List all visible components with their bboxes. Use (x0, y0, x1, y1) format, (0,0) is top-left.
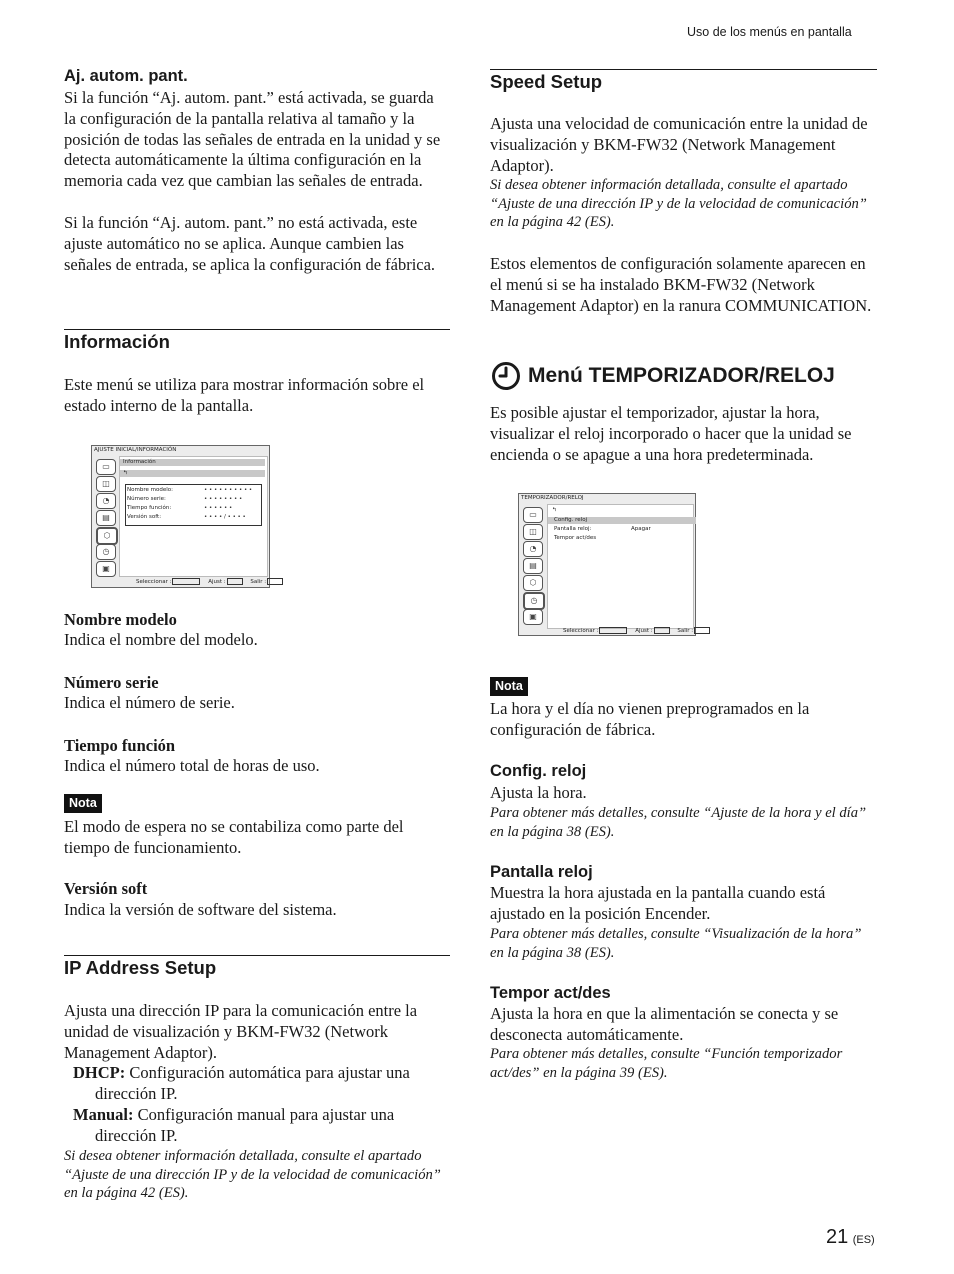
term-tempor-act-des: Tempor act/des (490, 984, 611, 1002)
menu-highlight: Información (120, 459, 265, 466)
menu-highlight: Config. reloj (548, 517, 696, 524)
term-nombre-modelo: Nombre modelo (64, 610, 177, 629)
picture-icon: ◫ (96, 476, 116, 492)
nota-text: La hora y el día no vienen preprogramados en la configuración de fábrica. (490, 699, 810, 739)
timer-row-value: Apagar (631, 526, 651, 532)
ref-tempor-act-des: Para obtener más detalles, consulte “Función temporizador act/des” en la página 39 (ES). (490, 1046, 843, 1081)
footer-exit: Salir : (677, 628, 694, 634)
timer-row-label: Tempor act/des (554, 535, 597, 541)
ref-config-reloj: Para obtener más detalles, consulte “Ajuste de la hora y el día” en la página 38 (ES). (490, 805, 867, 840)
desc-version-soft: Indica la versión de software del sistema. (64, 900, 337, 919)
footer-select: Seleccionar : (136, 579, 172, 585)
desc-pantalla-reloj: Muestra la hora ajustada en la pantalla cuando está ajustado en la posición Encender. (490, 883, 826, 923)
arrow-keys-icon (172, 578, 200, 585)
desc-config-reloj: Ajusta la hora. (490, 783, 587, 802)
dhcp-desc-cont: dirección IP. (95, 1084, 178, 1103)
term-numero-serie: Número serie (64, 673, 159, 692)
desc-tiempo-funcion: Indica el número total de horas de uso. (64, 756, 320, 775)
info-value: • • • • • • (204, 505, 233, 511)
settings-icon: ▤ (523, 558, 543, 574)
section-heading-ip: IP Address Setup (64, 957, 217, 978)
footer-adjust: Ajust : (635, 628, 653, 634)
menu-key-icon (267, 578, 283, 585)
divider (64, 955, 450, 956)
footer-exit: Salir : (250, 579, 267, 585)
settings-icon: ▤ (96, 510, 116, 526)
info-label: Número serie: (127, 496, 166, 502)
informacion-intro: Este menú se utiliza para mostrar información sobre el estado interno de la pantalla. (64, 375, 425, 415)
info-label: Nombre modelo: (127, 487, 173, 493)
menu-caption: TEMPORIZADOR/RELOJ (521, 495, 584, 501)
audio-icon: ◔ (523, 541, 543, 557)
term-pantalla-reloj: Pantalla reloj (490, 863, 593, 881)
menu-footer (136, 578, 283, 586)
enter-key-icon (227, 578, 243, 585)
info-label: Versión soft: (127, 514, 162, 520)
picture-icon: ◫ (523, 524, 543, 540)
clock-small-icon: ◷ (523, 592, 545, 610)
clock-icon (491, 361, 521, 391)
monitor-icon: ▭ (523, 507, 543, 523)
page-number-value: 21 (826, 1226, 849, 1248)
language-icon: ▣ (96, 561, 116, 577)
nota-badge: Nota (490, 677, 528, 696)
timer-intro: Es posible ajustar el temporizador, ajustar la hora, visualizar el reloj incorporado o hacer que la unidad se encienda o se apague a una hora predeterminada. (490, 403, 852, 464)
speed-p1: Ajusta una velocidad de comunicación entre la unidad de visualización y BKM-FW32 (Network Management Adaptor). (490, 114, 868, 175)
audio-icon: ◔ (96, 493, 116, 509)
footer-select: Seleccionar : (563, 628, 599, 634)
timer-menu-screenshot (518, 493, 696, 636)
info-menu-screenshot (91, 445, 270, 588)
nota-text: El modo de espera no se contabiliza como parte del tiempo de funcionamiento. (64, 817, 404, 857)
info-value: • • • • / • • • • (204, 514, 246, 520)
arrow-keys-icon (599, 627, 627, 634)
menu-return: ↰ (552, 507, 557, 513)
manual-desc: Configuración manual para ajustar una (137, 1105, 395, 1124)
page-number (826, 1225, 875, 1249)
dhcp-term: DHCP: (73, 1063, 126, 1082)
footer-adjust: Ajust : (208, 579, 226, 585)
speed-p2: Estos elementos de configuración solamente aparecen en el menú si se ha instalado BKM-FW32 (Network Management Adaptor) en la ranura COMMUNICATION. (490, 254, 872, 315)
running-header: Uso de los menús en pantalla (687, 25, 852, 39)
ip-manual (73, 1105, 453, 1126)
desc-numero-serie: Indica el número de serie. (64, 693, 235, 712)
nota-badge: Nota (64, 794, 102, 813)
menu-return: ↰ (120, 470, 265, 477)
speed-ref: Si desea obtener información detallada, consulte el apartado “Ajuste de una dirección IP y de la velocidad de comunicación” en la página 42 (ES). (490, 177, 867, 231)
info-value: • • • • • • • • (204, 496, 243, 502)
menu-caption: AJUSTE INICIAL/INFORMACIÓN (94, 447, 177, 453)
ip-intro: Ajusta una dirección IP para la comunicación entre la unidad de visualización y BKM-FW32 (Network Management Adaptor). (64, 1001, 418, 1062)
term-tiempo-funcion: Tiempo función (64, 736, 176, 755)
aj-autom-p2: Si la función “Aj. autom. pant.” no está activada, este ajuste automático no se aplica. Aunque cambien las señales de entrada, se aplica la configuración de fábrica. (64, 213, 436, 274)
ip-dhcp (73, 1063, 453, 1084)
page-lang: (ES) (852, 1234, 875, 1246)
menu-panel (547, 504, 694, 629)
term-config-reloj: Config. reloj (490, 762, 587, 780)
menu-footer (563, 627, 710, 635)
info-value: • • • • • • • • • • (204, 487, 253, 493)
menu-panel (119, 456, 268, 577)
section-heading-timer: Menú TEMPORIZADOR/RELOJ (528, 364, 835, 387)
timer-row-label: Pantalla reloj: (554, 526, 592, 532)
manual-term: Manual: (73, 1105, 134, 1124)
info-label: Tiempo función: (127, 505, 172, 511)
ref-pantalla-reloj: Para obtener más detalles, consulte “Visualización de la hora” en la página 38 (ES). (490, 926, 862, 961)
divider (490, 69, 877, 70)
clock-small-icon: ◷ (96, 544, 116, 560)
term-version-soft: Versión soft (64, 879, 148, 898)
divider (64, 329, 450, 330)
section-heading-informacion: Información (64, 331, 170, 352)
desc-nombre-modelo: Indica el nombre del modelo. (64, 630, 258, 649)
desc-tempor-act-des: Ajusta la hora en que la alimentación se conecta y se desconecta automáticamente. (490, 1004, 839, 1044)
language-icon: ▣ (523, 609, 543, 625)
aj-autom-title: Aj. autom. pant. (64, 67, 188, 85)
enter-key-icon (654, 627, 670, 634)
cube-icon: ⬡ (523, 575, 543, 591)
monitor-icon: ▭ (96, 459, 116, 475)
section-heading-speed: Speed Setup (490, 71, 603, 92)
ip-ref: Si desea obtener información detallada, consulte el apartado “Ajuste de una dirección IP y de la velocidad de comunicación” en la página 42 (ES). (64, 1148, 441, 1202)
aj-autom-p1: Si la función “Aj. autom. pant.” está activada, se guarda la configuración de la pantalla relativa al tamaño y la posición de todas las señales de entrada en la unidad y se detecta automáticamente la última configuración en la memoria cada vez que cambian las señales de entrada. (64, 88, 441, 191)
menu-key-icon (694, 627, 710, 634)
manual-desc-cont: dirección IP. (95, 1126, 178, 1145)
dhcp-desc: Configuración automática para ajustar una (129, 1063, 410, 1082)
cube-icon: ⬡ (96, 527, 118, 545)
